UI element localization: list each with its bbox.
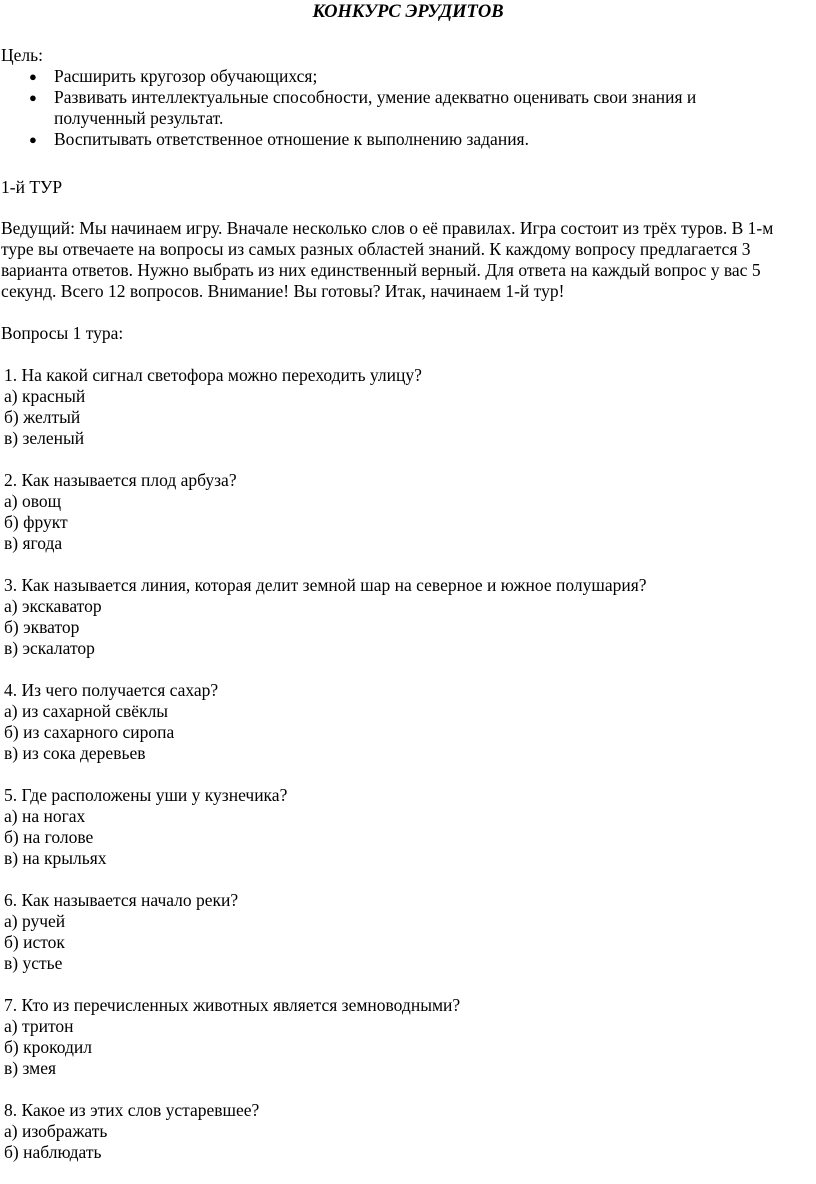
bullet-icon: ● <box>29 132 37 147</box>
goal-item <box>0 66 754 87</box>
answer-option: б) крокодил <box>4 1037 92 1057</box>
answer-option: а) экскаватор <box>4 596 102 616</box>
answer-option: а) на ногах <box>4 806 86 826</box>
goal-text: Развивать интеллектуальные способности, умение адекватно оценивать свои знания и полученный результат. <box>54 87 697 128</box>
question-block <box>4 365 804 449</box>
intro-paragraph: Ведущий: Мы начинаем игру. Вначале несколько слов о её правилах. Игра состоит из трёх туров. В 1-м туре вы отвечаете на вопросы из самых разных областей знаний. К каждому вопросу предлагается 3 варианта ответов. Нужно выбрать из них единственный верный. Для ответа на каждый вопрос у вас 5 секунд. Всего 12 вопросов. Внимание! Вы готовы? Итак, начинаем 1-й тур! <box>1 218 774 301</box>
answer-option: а) красный <box>4 386 86 406</box>
answer-option: б) экватор <box>4 617 80 637</box>
answer-option: в) устье <box>4 953 63 973</box>
question-block <box>4 680 804 764</box>
question-block <box>4 1100 804 1163</box>
question-text: 6. Как называется начало реки? <box>4 890 239 910</box>
question-text: 4. Из чего получается сахар? <box>4 680 219 700</box>
answer-option: б) фрукт <box>4 512 68 532</box>
answer-option: б) желтый <box>4 407 81 427</box>
question-text: 8. Какое из этих слов устаревшее? <box>4 1100 260 1120</box>
answer-option: а) тритон <box>4 1016 74 1036</box>
questions-list <box>4 365 804 1184</box>
answer-option: в) из сока деревьев <box>4 743 146 763</box>
answer-option: в) эскалатор <box>4 638 95 658</box>
question-text: 3. Как называется линия, которая делит земной шар на северное и южное полушария? <box>4 575 647 595</box>
question-text: 5. Где расположены уши у кузнечика? <box>4 785 288 805</box>
question-text: 2. Как называется плод арбуза? <box>4 470 237 490</box>
answer-option: а) изображать <box>4 1121 108 1141</box>
goal-item <box>0 129 754 150</box>
question-block <box>4 890 804 974</box>
question-text: 7. Кто из перечисленных животных является земноводными? <box>4 995 461 1015</box>
goal-list <box>0 66 810 150</box>
document-title: КОНКУРС ЭРУДИТОВ <box>312 2 504 22</box>
answer-option: б) из сахарного сиропа <box>4 722 175 742</box>
question-text: 1. На какой сигнал светофора можно переходить улицу? <box>4 365 422 385</box>
questions-label: Вопросы 1 тура: <box>1 323 124 343</box>
answer-option: б) на голове <box>4 827 94 847</box>
question-block <box>4 575 804 659</box>
goal-text: Воспитывать ответственное отношение к выполнению задания. <box>54 129 529 149</box>
goal-text: Расширить кругозор обучающихся; <box>54 66 318 86</box>
question-block <box>4 470 804 554</box>
bullet-icon: ● <box>29 69 37 84</box>
goal-label: Цель: <box>1 45 43 65</box>
answer-option: а) из сахарной свёклы <box>4 701 169 721</box>
question-block <box>4 785 804 869</box>
question-block <box>4 995 804 1079</box>
answer-option: б) наблюдать <box>4 1142 102 1162</box>
answer-option: в) на крыльях <box>4 848 107 868</box>
tour-label: 1-й ТУР <box>1 177 63 197</box>
answer-option: в) змея <box>4 1058 57 1078</box>
answer-option: в) ягода <box>4 533 63 553</box>
answer-option: в) зеленый <box>4 428 85 448</box>
goal-item <box>0 87 754 129</box>
bullet-icon: ● <box>29 90 37 105</box>
answer-option: б) исток <box>4 932 65 952</box>
answer-option: а) овощ <box>4 491 62 511</box>
answer-option: а) ручей <box>4 911 66 931</box>
